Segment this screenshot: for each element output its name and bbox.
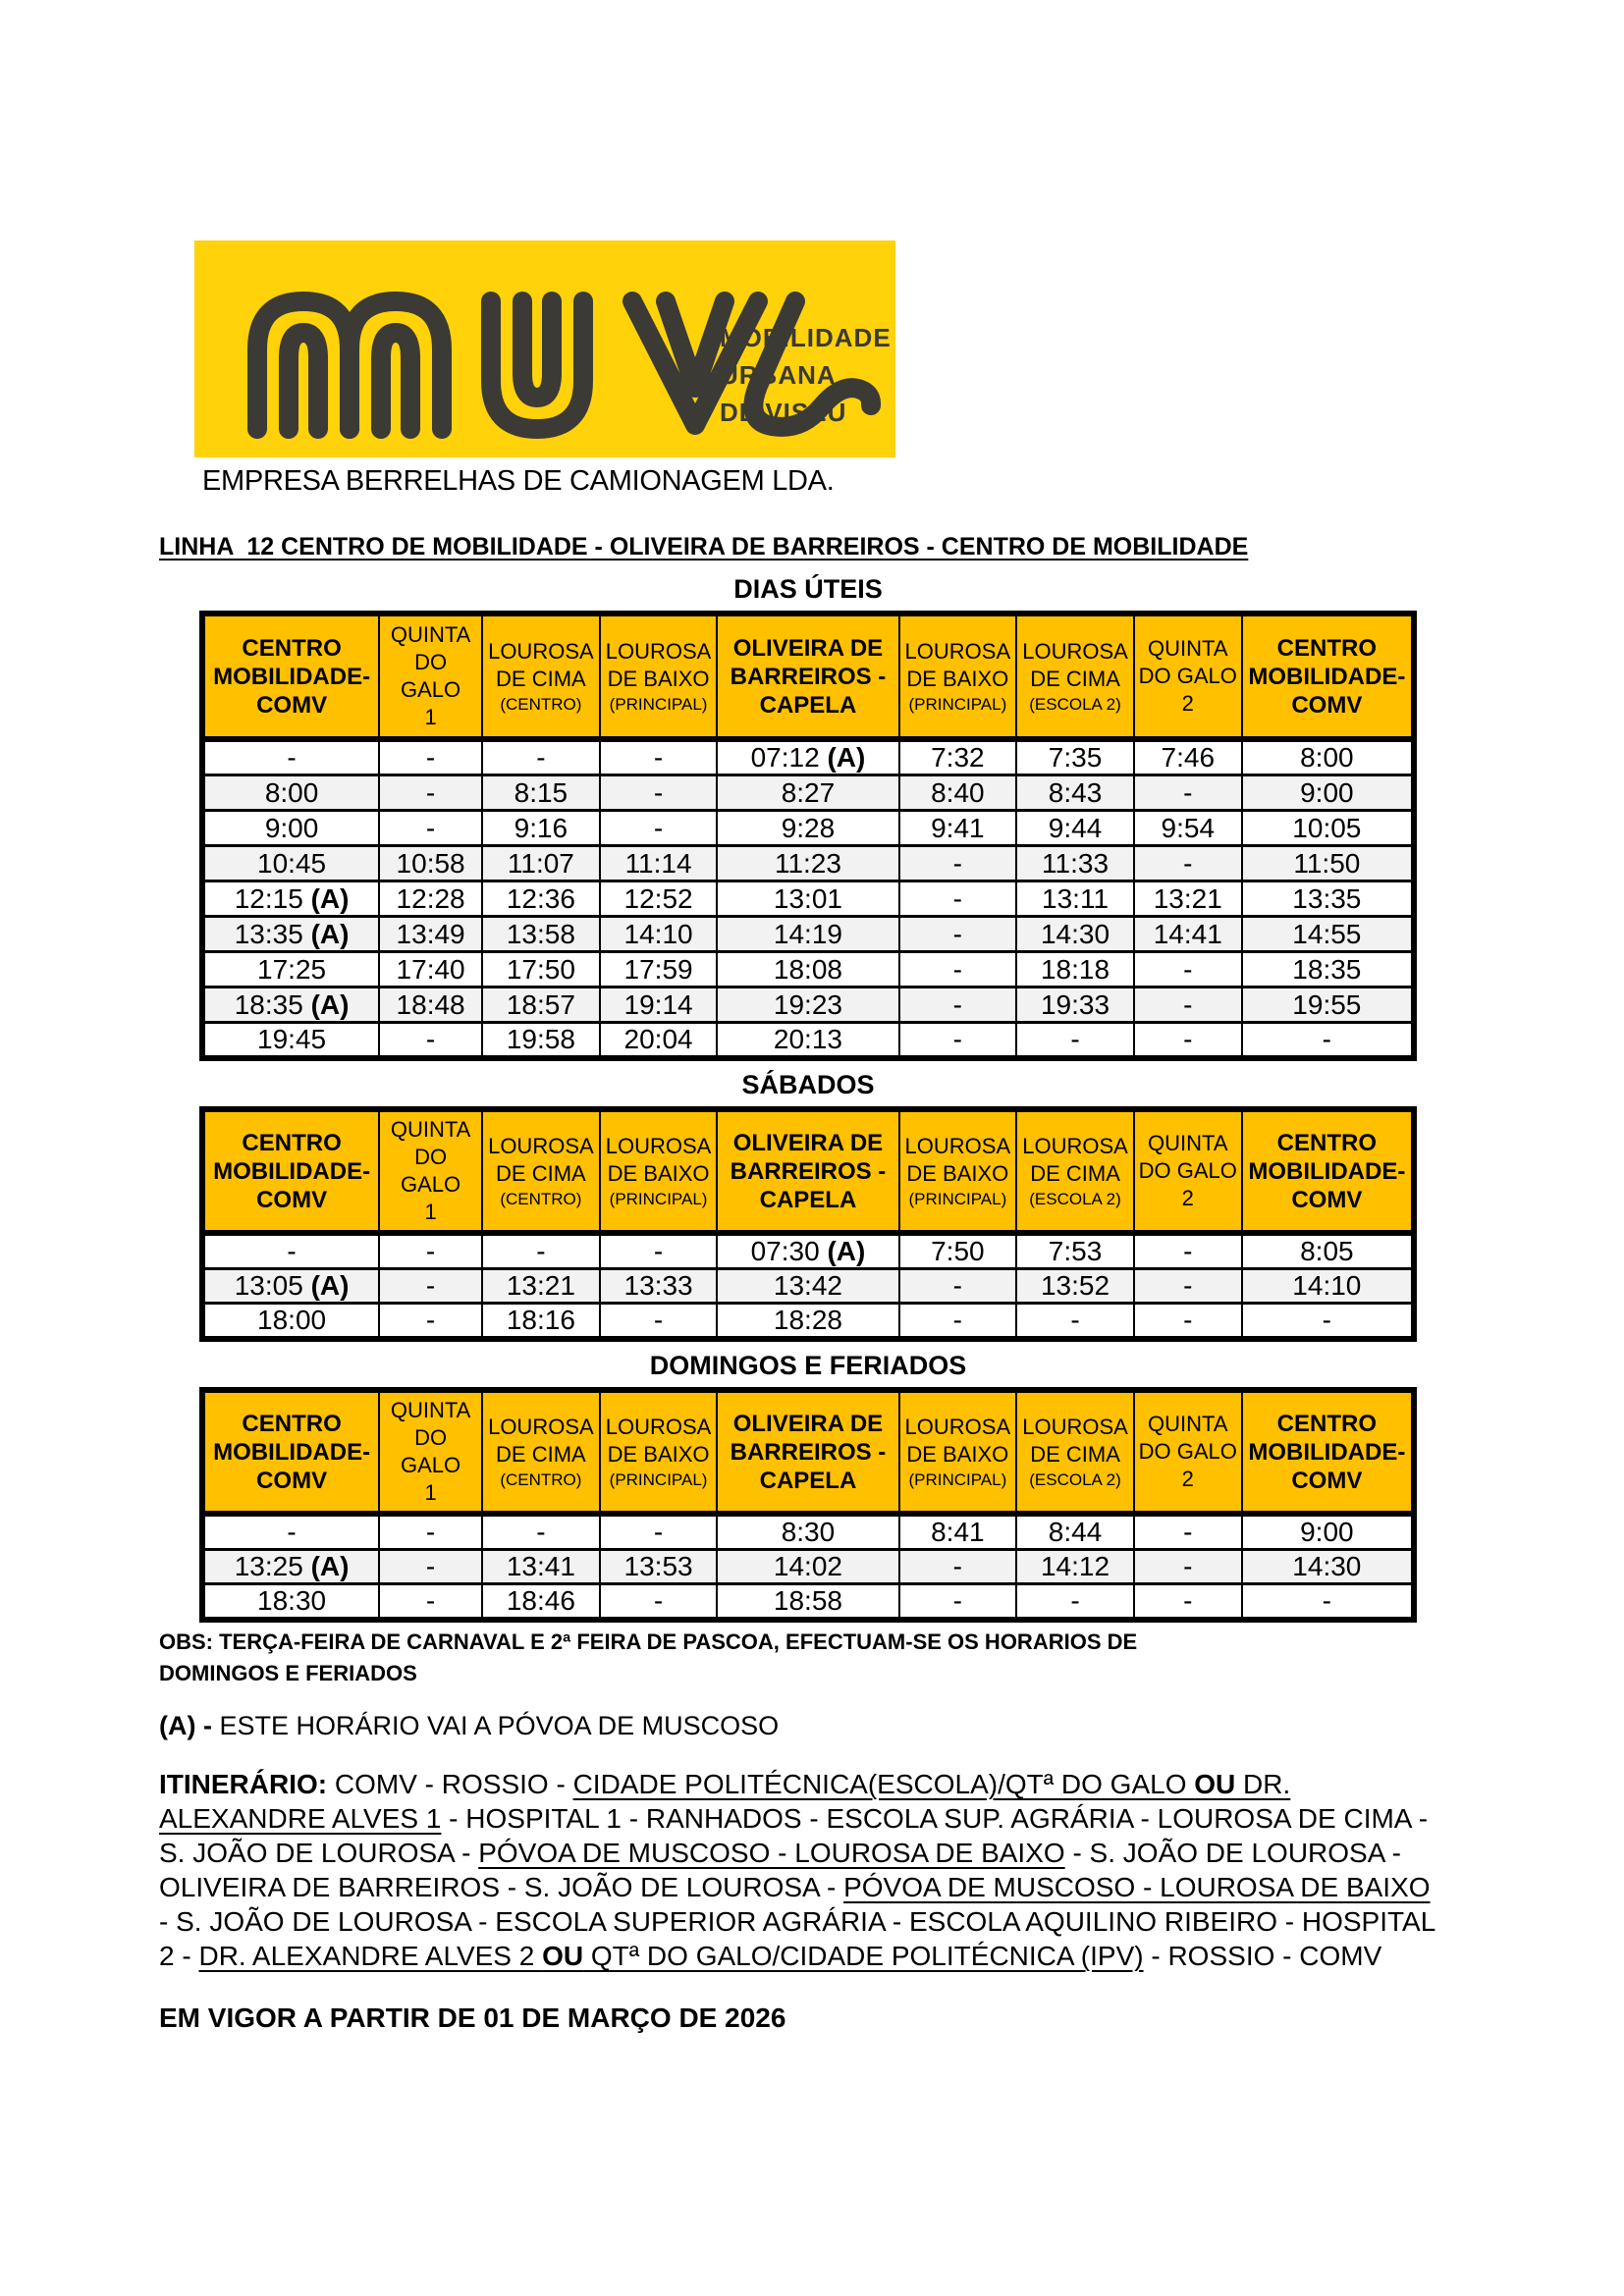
time-cell: 20:04 (600, 1023, 718, 1059)
time-cell: - (482, 1514, 600, 1550)
time-cell: 13:21 (482, 1269, 600, 1304)
logo-tagline-line: MOBILIDADE (720, 323, 892, 352)
time-cell: - (1016, 1584, 1134, 1621)
time-cell: 18:28 (717, 1304, 898, 1340)
table-row (202, 1514, 1414, 1550)
time-cell: 8:00 (1242, 739, 1414, 775)
table-row (202, 988, 1414, 1023)
time-cell: - (600, 811, 718, 846)
time-cell: 13:58 (482, 917, 600, 952)
table-row (202, 1584, 1414, 1621)
time-cell: 18:58 (717, 1584, 898, 1621)
time-cell: 14:41 (1134, 917, 1242, 952)
time-cell: 17:40 (379, 952, 482, 988)
time-cell: 7:50 (899, 1233, 1017, 1269)
tables (199, 573, 1417, 1623)
note-a (159, 1711, 1436, 1741)
line-title: LINHA 12 CENTRO DE MOBILIDADE - OLIVEIRA DE BARREIROS - CENTRO DE MOBILIDADE (159, 533, 1249, 561)
itinerary-segment: - S. JOÃO DE LOUROSA - OLIVEIRA DE BARREIROS - S. JOÃO DE LOUROSA - (159, 1838, 1401, 1902)
itinerary-segment: - HOSPITAL 1 - RANHADOS - ESCOLA SUP. AGRÁRIA - LOUROSA DE CIMA - S. JOÃO DE LOUROSA - (159, 1803, 1429, 1868)
time-cell: 07:12 (A) (717, 739, 898, 775)
logo-tagline (720, 319, 892, 431)
stop-header-cell: LOUROSA DE BAIXO (PRINCIPAL) (899, 614, 1017, 739)
time-cell: - (1016, 1023, 1134, 1059)
stop-header-cell: QUINTA DO GALO 1 (379, 1109, 482, 1233)
table-row (202, 1304, 1414, 1340)
time-cell: 13:52 (1016, 1269, 1134, 1304)
time-cell: - (1134, 1233, 1242, 1269)
stop-header-subtitle: (PRINCIPAL) (908, 695, 1007, 714)
time-cell: - (482, 1233, 600, 1269)
itinerary-segment: DR. ALEXANDRE ALVES 2 (198, 1941, 543, 1971)
stop-header-cell: LOUROSA DE BAIXO (PRINCIPAL) (899, 1390, 1017, 1514)
time-cell: 18:35 (1242, 952, 1414, 988)
stop-header-cell: QUINTA DO GALO 1 (379, 1390, 482, 1514)
stop-header-cell: CENTRO MOBILIDADE- COMV (202, 614, 379, 739)
time-cell: - (1242, 1023, 1414, 1059)
note-a-text: ESTE HORÁRIO VAI A PÓVOA DE MUSCOSO (219, 1711, 780, 1740)
time-cell: - (202, 739, 379, 775)
time-cell: 10:05 (1242, 811, 1414, 846)
header-row (202, 1109, 1414, 1233)
time-cell: - (379, 1269, 482, 1304)
time-cell: 7:35 (1016, 739, 1134, 775)
table-row (202, 917, 1414, 952)
time-cell: 8:05 (1242, 1233, 1414, 1269)
time-cell: 9:44 (1016, 811, 1134, 846)
time-cell: 18:48 (379, 988, 482, 1023)
time-cell: - (1134, 1023, 1242, 1059)
time-cell: 9:41 (899, 811, 1017, 846)
itinerary-segment: COMV - ROSSIO - (327, 1769, 573, 1799)
itinerary-segment: OU (1194, 1769, 1236, 1799)
time-cell: - (379, 1023, 482, 1059)
time-cell: 19:58 (482, 1023, 600, 1059)
time-cell: - (899, 917, 1017, 952)
time-cell: 14:02 (717, 1550, 898, 1584)
stop-header-subtitle: (PRINCIPAL) (908, 1190, 1007, 1208)
time-cell: 13:41 (482, 1550, 600, 1584)
time-cell: 13:05 (A) (202, 1269, 379, 1304)
time-cell: - (379, 811, 482, 846)
time-cell: 7:32 (899, 739, 1017, 775)
stop-header-cell: OLIVEIRA DE BARREIROS - CAPELA (717, 1109, 898, 1233)
time-cell: - (899, 952, 1017, 988)
timetable (199, 1106, 1417, 1342)
time-cell: 14:10 (1242, 1269, 1414, 1304)
itinerary-segment: - ROSSIO - COMV (1143, 1941, 1382, 1971)
time-cell: 18:30 (202, 1584, 379, 1621)
table-row (202, 1023, 1414, 1059)
time-cell: 13:42 (717, 1269, 898, 1304)
time-cell: - (1242, 1304, 1414, 1340)
effective-date: EM VIGOR A PARTIR DE 01 DE MARÇO DE 2026 (159, 2002, 786, 2033)
time-cell: 14:30 (1242, 1550, 1414, 1584)
time-cell: - (899, 1304, 1017, 1340)
time-cell: 12:15 (A) (202, 881, 379, 917)
time-cell: - (600, 1304, 718, 1340)
time-cell: - (1134, 988, 1242, 1023)
stop-header-cell: QUINTA DO GALO 2 (1134, 1390, 1242, 1514)
itinerary-segment: QTª DO GALO/CIDADE POLITÉCNICA (IPV) (583, 1941, 1144, 1971)
table-row (202, 1550, 1414, 1584)
time-cell: - (899, 1269, 1017, 1304)
stop-header-cell: LOUROSA DE CIMA (CENTRO) (482, 614, 600, 739)
table-row (202, 881, 1414, 917)
stop-header-subtitle: (PRINCIPAL) (609, 1470, 708, 1489)
company-name: EMPRESA BERRELHAS DE CAMIONAGEM LDA. (202, 465, 835, 497)
time-cell: - (379, 1304, 482, 1340)
stop-header-cell: QUINTA DO GALO 2 (1134, 614, 1242, 739)
itinerary-segment: ITINERÁRIO: (159, 1769, 328, 1799)
time-cell: 9:00 (1242, 1514, 1414, 1550)
logo-tagline-line: DE VISEU (720, 398, 847, 427)
stop-header-cell: CENTRO MOBILIDADE- COMV (202, 1109, 379, 1233)
time-cell: 12:28 (379, 881, 482, 917)
time-cell: - (379, 739, 482, 775)
time-cell: - (899, 1584, 1017, 1621)
time-cell: 19:33 (1016, 988, 1134, 1023)
time-cell: - (1134, 952, 1242, 988)
time-cell: 10:45 (202, 846, 379, 881)
itinerary-segment: PÓVOA DE MUSCOSO - LOUROSA DE BAIXO (843, 1872, 1431, 1902)
time-cell: 18:46 (482, 1584, 600, 1621)
stop-header-subtitle: (ESCOLA 2) (1029, 1190, 1121, 1208)
time-cell: - (1134, 1514, 1242, 1550)
time-cell: 8:41 (899, 1514, 1017, 1550)
time-cell: 19:45 (202, 1023, 379, 1059)
time-cell: 19:55 (1242, 988, 1414, 1023)
time-cell: 13:49 (379, 917, 482, 952)
stop-header-cell: LOUROSA DE CIMA (ESCOLA 2) (1016, 1109, 1134, 1233)
table-row (202, 952, 1414, 988)
time-cell: - (1134, 775, 1242, 811)
stop-header-subtitle: (ESCOLA 2) (1029, 1470, 1121, 1489)
time-cell: 7:46 (1134, 739, 1242, 775)
time-cell: 11:23 (717, 846, 898, 881)
stop-header-subtitle: (PRINCIPAL) (609, 695, 708, 714)
time-cell: - (600, 739, 718, 775)
stop-header-cell: LOUROSA DE CIMA (CENTRO) (482, 1109, 600, 1233)
time-cell: 18:00 (202, 1304, 379, 1340)
stop-header-subtitle: (ESCOLA 2) (1029, 695, 1121, 714)
stop-header-subtitle: (PRINCIPAL) (609, 1190, 708, 1208)
itinerary-segment: OU (542, 1941, 584, 1971)
time-cell: 18:57 (482, 988, 600, 1023)
time-cell: 19:14 (600, 988, 718, 1023)
time-cell: - (600, 1584, 718, 1621)
time-cell: 13:25 (A) (202, 1550, 379, 1584)
itinerary-segment: DR. ALEXANDRE ALVES 1 (159, 1769, 1291, 1834)
time-cell: 17:59 (600, 952, 718, 988)
time-cell: 14:12 (1016, 1550, 1134, 1584)
time-cell: 8:00 (202, 775, 379, 811)
time-cell: 8:15 (482, 775, 600, 811)
header-row (202, 614, 1414, 739)
time-cell: - (600, 1514, 718, 1550)
stop-header-cell: LOUROSA DE CIMA (CENTRO) (482, 1390, 600, 1514)
time-cell: 13:35 (A) (202, 917, 379, 952)
time-cell: 9:54 (1134, 811, 1242, 846)
time-cell: 12:36 (482, 881, 600, 917)
itinerary-segment: PÓVOA DE MUSCOSO - LOUROSA DE BAIXO (478, 1838, 1065, 1868)
table-row (202, 846, 1414, 881)
itinerary-segment: CIDADE POLITÉCNICA(ESCOLA)/QTª DO GALO (572, 1769, 1195, 1799)
time-cell: 18:18 (1016, 952, 1134, 988)
time-cell: 11:07 (482, 846, 600, 881)
time-cell: - (1134, 1269, 1242, 1304)
stop-header-subtitle: (CENTRO) (500, 1470, 582, 1489)
time-cell: - (1134, 1304, 1242, 1340)
time-cell: 7:53 (1016, 1233, 1134, 1269)
time-cell: 9:00 (202, 811, 379, 846)
time-cell: 13:21 (1134, 881, 1242, 917)
header-row (202, 1390, 1414, 1514)
time-cell: 8:43 (1016, 775, 1134, 811)
table-row (202, 775, 1414, 811)
time-cell: 11:33 (1016, 846, 1134, 881)
time-cell: - (1134, 1550, 1242, 1584)
stop-header-subtitle: (CENTRO) (500, 1190, 582, 1208)
time-cell: 13:53 (600, 1550, 718, 1584)
time-cell: - (379, 1550, 482, 1584)
table-row (202, 1233, 1414, 1269)
time-cell: - (1242, 1584, 1414, 1621)
time-cell: 20:13 (717, 1023, 898, 1059)
itinerary-segment: - S. JOÃO DE LOUROSA - ESCOLA SUPERIOR AGRÁRIA - ESCOLA AQUILINO RIBEIRO - HOSPITAL 2 - (159, 1906, 1435, 1971)
time-cell: - (1134, 1584, 1242, 1621)
time-cell: - (600, 1233, 718, 1269)
section-title: DOMINGOS E FERIADOS (649, 1351, 967, 1380)
stop-header-cell: CENTRO MOBILIDADE- COMV (1242, 1390, 1414, 1514)
time-cell: - (482, 739, 600, 775)
time-cell: - (899, 1023, 1017, 1059)
time-cell: - (899, 881, 1017, 917)
document-content (159, 533, 1436, 2034)
time-cell: 13:33 (600, 1269, 718, 1304)
time-cell: 8:44 (1016, 1514, 1134, 1550)
timetable (199, 611, 1417, 1061)
stop-header-cell: OLIVEIRA DE BARREIROS - CAPELA (717, 1390, 898, 1514)
timetable (199, 1387, 1417, 1623)
stop-header-cell: LOUROSA DE BAIXO (PRINCIPAL) (600, 1109, 718, 1233)
time-cell: - (899, 988, 1017, 1023)
stop-header-cell: LOUROSA DE CIMA (ESCOLA 2) (1016, 1390, 1134, 1514)
time-cell: 8:30 (717, 1514, 898, 1550)
stop-header-cell: CENTRO MOBILIDADE- COMV (202, 1390, 379, 1514)
table-row (202, 1269, 1414, 1304)
time-cell: 8:27 (717, 775, 898, 811)
stop-header-cell: LOUROSA DE CIMA (ESCOLA 2) (1016, 614, 1134, 739)
time-cell: 14:55 (1242, 917, 1414, 952)
time-cell: 11:14 (600, 846, 718, 881)
time-cell: 18:16 (482, 1304, 600, 1340)
stop-header-subtitle: (CENTRO) (500, 695, 582, 714)
muv-logo (194, 240, 895, 457)
time-cell: - (600, 775, 718, 811)
stop-header-cell: CENTRO MOBILIDADE- COMV (1242, 614, 1414, 739)
time-cell: 12:52 (600, 881, 718, 917)
time-cell: - (202, 1514, 379, 1550)
time-cell: 14:30 (1016, 917, 1134, 952)
table-row (202, 739, 1414, 775)
time-cell: - (379, 1514, 482, 1550)
stop-header-subtitle: (PRINCIPAL) (908, 1470, 1007, 1489)
time-cell: - (379, 1584, 482, 1621)
table-row (202, 811, 1414, 846)
section-title: SÁBADOS (741, 1070, 875, 1099)
time-cell: 17:25 (202, 952, 379, 988)
time-cell: - (899, 1550, 1017, 1584)
time-cell: 14:19 (717, 917, 898, 952)
time-cell: 07:30 (A) (717, 1233, 898, 1269)
time-cell: 9:00 (1242, 775, 1414, 811)
note-a-label: (A) - (159, 1711, 220, 1740)
stop-header-cell: QUINTA DO GALO 2 (1134, 1109, 1242, 1233)
stop-header-cell: OLIVEIRA DE BARREIROS - CAPELA (717, 614, 898, 739)
time-cell: 10:58 (379, 846, 482, 881)
time-cell: 13:01 (717, 881, 898, 917)
stop-header-cell: QUINTA DO GALO 1 (379, 614, 482, 739)
time-cell: 14:10 (600, 917, 718, 952)
stop-header-cell: LOUROSA DE BAIXO (PRINCIPAL) (600, 614, 718, 739)
time-cell: 18:35 (A) (202, 988, 379, 1023)
time-cell: - (379, 775, 482, 811)
logo-tagline-line: URBANA (720, 360, 837, 390)
time-cell: - (1016, 1304, 1134, 1340)
stop-header-cell: CENTRO MOBILIDADE- COMV (1242, 1109, 1414, 1233)
time-cell: - (202, 1233, 379, 1269)
stop-header-cell: LOUROSA DE BAIXO (PRINCIPAL) (899, 1109, 1017, 1233)
time-cell: 8:40 (899, 775, 1017, 811)
obs-note: OBS: TERÇA-FEIRA DE CARNAVAL E 2ª FEIRA DE PASCOA, EFECTUAM-SE OS HORARIOS DE DOMINGOS E FERIADOS (159, 1629, 1138, 1685)
time-cell: 11:50 (1242, 846, 1414, 881)
time-cell: 9:28 (717, 811, 898, 846)
section-title: DIAS ÚTEIS (733, 574, 883, 604)
itinerary (159, 1767, 1436, 1973)
time-cell: - (379, 1233, 482, 1269)
time-cell: - (1134, 846, 1242, 881)
time-cell: 18:08 (717, 952, 898, 988)
time-cell: 17:50 (482, 952, 600, 988)
time-cell: 19:23 (717, 988, 898, 1023)
stop-header-cell: LOUROSA DE BAIXO (PRINCIPAL) (600, 1390, 718, 1514)
time-cell: 13:11 (1016, 881, 1134, 917)
time-cell: - (899, 846, 1017, 881)
time-cell: 9:16 (482, 811, 600, 846)
time-cell: 13:35 (1242, 881, 1414, 917)
